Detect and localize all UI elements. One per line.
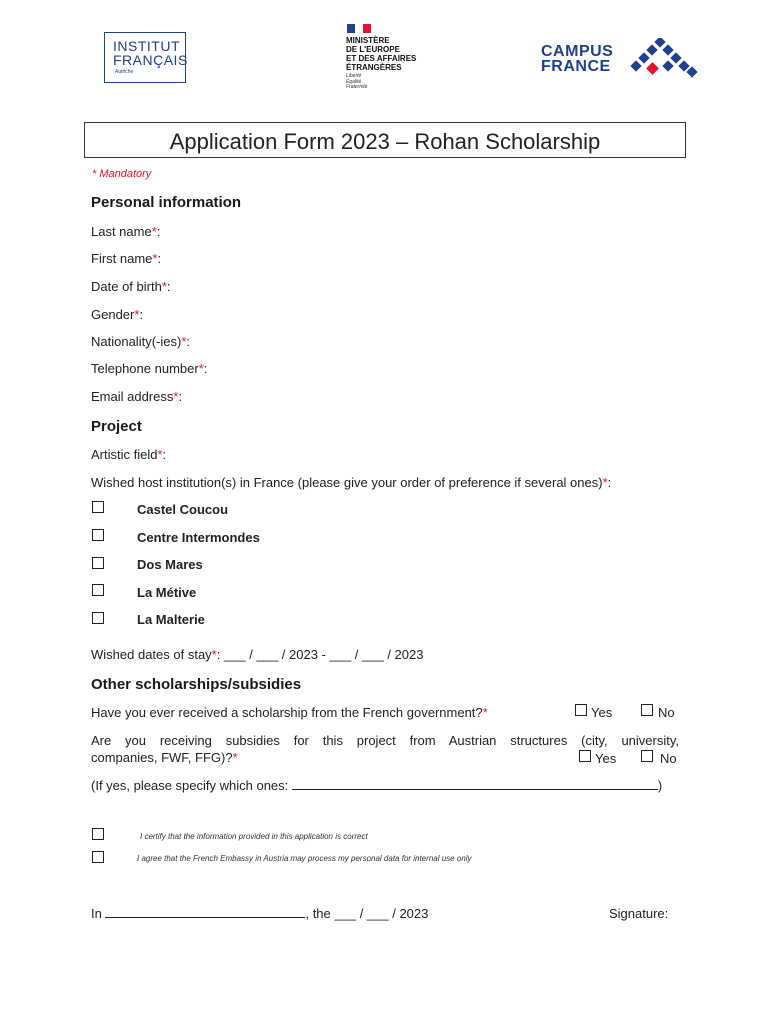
field-wished-dates[interactable]: Wished dates of stay*: ___ / ___ / 2023 - ___ / ___ / 2023	[91, 647, 424, 662]
field-label: Wished dates of stay	[91, 647, 212, 662]
logo-line: CAMPUS	[541, 43, 614, 60]
yes-checkbox[interactable]	[579, 750, 591, 762]
specify-label: (If yes, please specify which ones:	[91, 778, 289, 793]
logo-line: MINISTÈRE	[346, 36, 390, 45]
signature-label: Signature:	[609, 906, 669, 921]
place-input-line[interactable]	[105, 906, 305, 918]
institution-label: La Malterie	[137, 612, 205, 627]
institut-francais-logo	[104, 32, 186, 83]
field-last-name[interactable]: Last name*:	[91, 224, 161, 239]
field-label: Last name	[91, 224, 152, 239]
field-email[interactable]: Email address*:	[91, 389, 183, 404]
institution-checkbox[interactable]	[92, 529, 104, 541]
yes-label: Yes	[591, 705, 613, 720]
question-austrian-subsidies-line1: Are you receiving subsidies for this project from Austrian structures (city, university,	[91, 733, 679, 748]
institution-checkbox[interactable]	[92, 612, 104, 624]
section-heading-other: Other scholarships/subsidies	[91, 676, 302, 693]
motto-line: Égalité	[346, 78, 362, 85]
place-date-field[interactable]	[91, 906, 428, 921]
certify-label: I certify that the information provided in this application is correct	[140, 832, 368, 841]
field-first-name[interactable]: First name*:	[91, 251, 162, 266]
field-nationality[interactable]: Nationality(-ies)*:	[91, 334, 190, 349]
ministere-motto	[346, 74, 367, 91]
host-institution-question: Wished host institution(s) in France (please give your order of preference if several ones)*:	[91, 475, 612, 490]
field-telephone[interactable]: Telephone number*:	[91, 361, 208, 376]
field-label: Artistic field	[91, 447, 158, 462]
yes-label: Yes	[595, 751, 617, 766]
campus-france-diamond-icon	[622, 38, 704, 80]
question-text: Wished host institution(s) in France (please give your order of preference if several ones)	[91, 475, 603, 490]
logo-line: ET DES AFFAIRES	[346, 54, 417, 63]
date-pattern: ___ / ___ / 2023	[334, 906, 429, 921]
question-text: companies, FWF, FFG)?	[91, 750, 233, 765]
institution-label: Dos Mares	[137, 557, 203, 572]
section-heading-project: Project	[91, 418, 142, 435]
logo-line: INSTITUT	[113, 38, 180, 54]
motto-line: Fraternité	[346, 84, 368, 90]
logo-subtitle: Autriche	[115, 69, 134, 75]
field-date-of-birth[interactable]: Date of birth*:	[91, 279, 171, 294]
logo-line: ÉTRANGÈRES	[346, 63, 402, 72]
no-checkbox[interactable]	[641, 750, 653, 762]
institution-checkbox[interactable]	[92, 557, 104, 569]
logo-line: DE L'EUROPE	[346, 45, 400, 54]
no-label: No	[660, 751, 677, 766]
ministere-logo-text	[346, 36, 416, 72]
institution-checkbox[interactable]	[92, 501, 104, 513]
motto-line: Liberté	[346, 73, 362, 79]
logo-line: FRANCE	[541, 58, 611, 75]
institution-label: La Métive	[137, 585, 197, 600]
no-checkbox[interactable]	[641, 704, 653, 716]
institut-francais-logo-text	[113, 39, 188, 67]
agree-checkbox[interactable]	[92, 851, 104, 863]
specify-input-line[interactable]	[292, 778, 658, 790]
section-heading-personal: Personal information	[91, 194, 242, 211]
campus-france-logo-text	[541, 44, 613, 74]
specify-field[interactable]	[91, 778, 662, 793]
institution-label: Centre Intermondes	[137, 530, 260, 545]
form-title-box	[84, 122, 686, 158]
agree-label: I agree that the French Embassy in Austria may process my personal data for internal use only	[137, 854, 472, 863]
field-label: Nationality(-ies)	[91, 334, 182, 349]
no-label: No	[658, 705, 675, 720]
field-label: Email address	[91, 389, 174, 404]
the-label: , the	[305, 906, 331, 921]
dates-pattern: ___ / ___ / 2023 - ___ / ___ / 2023	[223, 647, 424, 662]
institution-label: Castel Coucou	[137, 502, 229, 517]
certify-checkbox[interactable]	[92, 828, 104, 840]
field-artistic-field[interactable]: Artistic field*:	[91, 447, 167, 462]
specify-close: )	[657, 778, 663, 793]
form-title: Application Form 2023 – Rohan Scholarship	[169, 129, 601, 154]
mandatory-note: * Mandatory	[92, 168, 152, 180]
field-label: Telephone number	[91, 361, 199, 376]
question-french-scholarship: Have you ever received a scholarship from the French government?*	[91, 705, 488, 720]
field-gender[interactable]: Gender*:	[91, 307, 144, 322]
in-label: In	[91, 906, 102, 921]
logo-line: FRANÇAIS	[113, 52, 188, 68]
field-label: Date of birth	[91, 279, 162, 294]
question-austrian-subsidies-line2: companies, FWF, FFG)?*	[91, 750, 238, 765]
yes-checkbox[interactable]	[575, 704, 587, 716]
question-text: Have you ever received a scholarship from the French government?	[91, 705, 483, 720]
french-flag-icon	[347, 24, 371, 33]
field-label: First name	[91, 251, 153, 266]
field-label: Gender	[91, 307, 135, 322]
institution-checkbox[interactable]	[92, 584, 104, 596]
